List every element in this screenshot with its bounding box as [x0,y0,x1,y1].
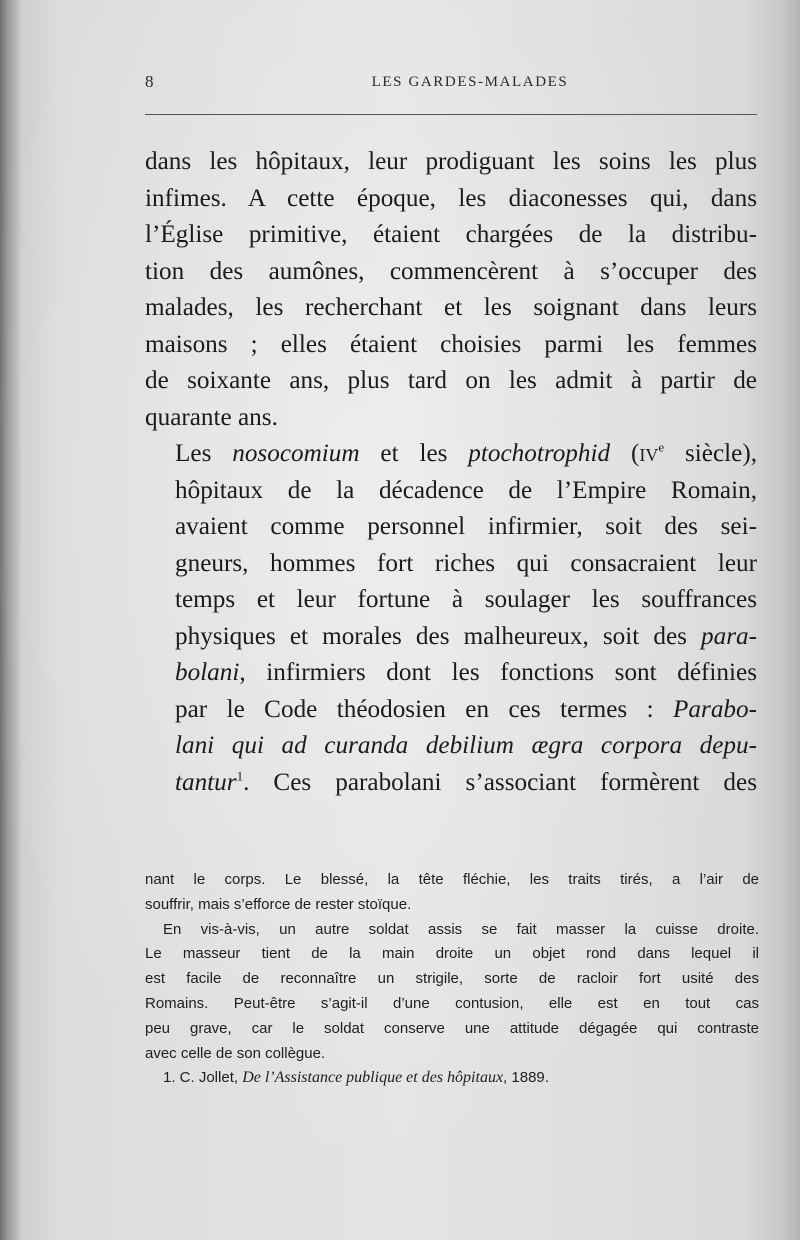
running-head [145,72,755,96]
text-line [145,436,757,473]
note-line: En vis-à-vis, un autre soldat assis se fait masser la cuisse droite. [163,920,759,938]
text-span: et les [359,440,469,467]
footnotes [145,868,759,1091]
text-line [145,692,757,729]
text-line: infimes. A cette époque, les diaconesses qui, dans [145,184,757,212]
text-line: avaient comme personnel infirmier, soit des sei- [175,513,757,540]
note-line: peu grave, car le soldat conserve une attitude dégagée qui contraste [145,1019,759,1037]
text-line [145,655,757,692]
text-line: tion des aumônes, commencèrent à s’occuper des [145,257,757,285]
italic-term: nosocomium [232,440,360,467]
italic-quote: Parabo- [673,695,757,723]
text-line: maisons ; elles étaient choisies parmi les femmes [145,330,757,358]
note-line: souffrir, mais s’efforce de rester stoïque. [145,895,412,913]
text-line: l’Église primitive, étaient chargées de la distribu- [145,221,757,248]
note-line: avec celle de son collègue. [145,1044,326,1062]
text-span: . Ces parabolani s’associant formèrent des [243,768,757,796]
paragraph-2 [145,436,757,801]
text-span: siècle), [664,440,757,467]
italic-term: para- [701,622,757,650]
footnote-suffix: , 1889. [503,1069,549,1087]
text-span: Les [175,440,233,467]
text-line [145,619,757,656]
footnote-ref[interactable]: 1 [236,768,244,784]
text-span: , infirmiers dont les fonctions sont définies [239,659,757,686]
footnote-title: De l’Assistance publique et des hôpitaux [242,1069,504,1087]
text-line: temps et leur fortune à soulager les souffrances [175,586,757,613]
footnote-prefix: 1. C. Jollet, [163,1069,243,1087]
italic-quote: lani qui ad curanda debilium ægra corpora depu- [175,732,757,759]
paragraph-1 [145,144,757,436]
italic-term: bolani [175,659,240,686]
note-line: Romains. Peut-être s’agit-il d’une contusion, elle est en tout cas [145,994,759,1012]
text-line: gneurs, hommes fort riches qui consacraient leur [175,549,757,577]
text-line: dans les hôpitaux, leur prodiguant les soins les plus [145,148,757,175]
italic-quote: tantur [175,768,237,796]
text-line: hôpitaux de la décadence de l’Empire Romain, [175,476,757,504]
text-span: physiques et morales des malheureux, soit des [175,622,702,650]
note-line: est facile de reconnaître un strigile, sorte de racloir fort usité des [145,970,759,988]
text-line: malades, les recherchant et les soignant dans leurs [145,294,757,321]
superscript: e [658,439,665,455]
text-line [145,728,757,765]
text-span: ( [610,440,640,467]
running-title: LES GARDES-MALADES [371,74,569,90]
text-line: quarante ans. [145,403,278,431]
header-rule [145,114,757,115]
century-numeral: iv [639,440,659,467]
body-text [145,144,757,801]
note-line: Le masseur tient de la main droite un objet rond dans lequel il [145,945,759,963]
text-line [145,765,757,802]
italic-term: ptochotrophid [468,440,611,467]
text-span: par le Code théodosien en ces termes : [175,695,674,723]
page-number: 8 [145,72,154,91]
note-line: nant le corps. Le blessé, la tête fléchie, les traits tirés, a l’air de [145,871,759,888]
text-line: de soixante ans, plus tard on les admit à partir de [145,367,757,394]
footnote-1 [145,1066,759,1091]
